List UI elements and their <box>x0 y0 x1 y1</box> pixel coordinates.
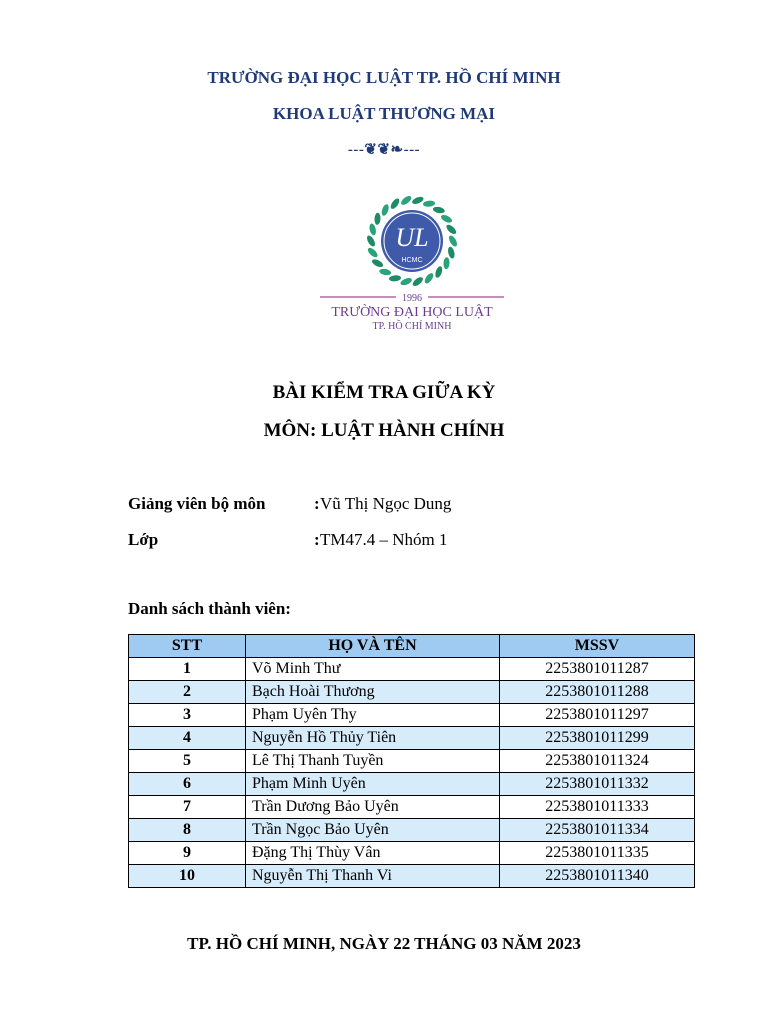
leaf-shape <box>380 203 390 216</box>
leaf-shape <box>371 258 384 269</box>
leaf-shape <box>423 272 435 285</box>
lecturer-value: Vũ Thị Ngọc Dung <box>320 494 452 513</box>
row-mssv: 2253801011324 <box>500 750 695 773</box>
leaf-shape <box>365 234 376 247</box>
table-row <box>129 658 695 681</box>
table-row <box>129 796 695 819</box>
row-mssv: 2253801011334 <box>500 819 695 842</box>
row-name: Trần Ngọc Bảo Uyên <box>246 819 500 842</box>
leaf-shape <box>389 197 401 210</box>
row-name: Nguyễn Hồ Thủy Tiên <box>246 727 500 750</box>
row-mssv: 2253801011287 <box>500 658 695 681</box>
leaf-shape <box>389 275 402 282</box>
table-row <box>129 704 695 727</box>
leaf-shape <box>443 257 450 269</box>
class-label: Lớp <box>128 530 159 549</box>
table-row <box>129 842 695 865</box>
row-stt: 6 <box>129 773 246 796</box>
class-value: TM47.4 – Nhóm 1 <box>320 530 448 549</box>
row-stt: 5 <box>129 750 246 773</box>
column-header-mssv: MSSV <box>500 635 695 658</box>
row-mssv: 2253801011332 <box>500 773 695 796</box>
row-mssv: 2253801011299 <box>500 727 695 750</box>
table-row <box>129 773 695 796</box>
row-name: Phạm Uyên Thy <box>246 704 500 727</box>
logo-name-line1: TRƯỜNG ĐẠI HỌC LUẬT <box>331 305 493 320</box>
row-stt: 7 <box>129 796 246 819</box>
leaf-shape <box>400 196 413 206</box>
member-list-heading: Danh sách thành viên: <box>128 599 291 618</box>
leaf-shape <box>366 246 379 259</box>
row-name: Phạm Minh Uyên <box>246 773 500 796</box>
row-name: Đặng Thị Thùy Vân <box>246 842 500 865</box>
subject-title: MÔN: LUẬT HÀNH CHÍNH <box>263 420 505 441</box>
place-date-line: TP. HỒ CHÍ MINH, NGÀY 22 THÁNG 03 NĂM 2023 <box>187 934 581 953</box>
logo-city: HCMC <box>401 257 423 264</box>
ornament-divider: ---❦❦❧--- <box>347 142 421 158</box>
row-stt: 10 <box>129 865 246 888</box>
column-header-stt: STT <box>129 635 246 658</box>
exam-title: BÀI KIỂM TRA GIỮA KỲ <box>272 382 496 403</box>
leaf-shape <box>379 268 392 276</box>
table-row <box>129 750 695 773</box>
leaf-shape <box>374 213 381 225</box>
table-row <box>129 727 695 750</box>
leaf-shape <box>432 206 445 214</box>
logo-name-line2: TP. HỒ CHÍ MINH <box>372 321 452 332</box>
column-header-name: HỌ VÀ TÊN <box>246 635 500 658</box>
row-stt: 2 <box>129 681 246 704</box>
row-name: Lê Thị Thanh Tuyền <box>246 750 500 773</box>
row-stt: 1 <box>129 658 246 681</box>
leaf-shape <box>400 277 413 287</box>
leaf-shape <box>434 265 444 278</box>
table-header-row <box>129 635 695 658</box>
leaf-shape <box>411 276 424 288</box>
lecturer-label: Giảng viên bộ môn <box>128 494 266 513</box>
table-row <box>129 819 695 842</box>
row-mssv: 2253801011335 <box>500 842 695 865</box>
leaf-shape <box>445 223 458 236</box>
row-stt: 4 <box>129 727 246 750</box>
row-stt: 8 <box>129 819 246 842</box>
faculty-name: KHOA LUẬT THƯƠNG MẠI <box>272 104 496 123</box>
row-name: Trần Dương Bảo Uyên <box>246 796 500 819</box>
leaf-shape <box>411 196 424 205</box>
leaf-shape <box>368 223 377 236</box>
leaf-shape <box>440 213 453 224</box>
lecturer-row <box>128 494 628 516</box>
table-row <box>129 681 695 704</box>
leaf-shape <box>447 234 458 247</box>
row-name: Bạch Hoài Thương <box>246 681 500 704</box>
row-name: Võ Minh Thư <box>246 658 500 681</box>
row-stt: 3 <box>129 704 246 727</box>
row-mssv: 2253801011333 <box>500 796 695 819</box>
class-colon: : <box>314 530 320 549</box>
university-name: TRƯỜNG ĐẠI HỌC LUẬT TP. HỒ CHÍ MINH <box>207 68 561 87</box>
table-row <box>129 865 695 888</box>
logo-monogram: UL <box>395 223 429 252</box>
university-logo <box>314 196 510 336</box>
leaf-shape <box>447 246 456 259</box>
row-mssv: 2253801011288 <box>500 681 695 704</box>
row-mssv: 2253801011340 <box>500 865 695 888</box>
class-row <box>128 530 628 552</box>
row-mssv: 2253801011297 <box>500 704 695 727</box>
lecturer-colon: : <box>314 494 320 513</box>
row-stt: 9 <box>129 842 246 865</box>
leaf-shape <box>423 200 436 207</box>
logo-year: 1996 <box>402 293 422 304</box>
row-name: Nguyễn Thị Thanh Vi <box>246 865 500 888</box>
member-table <box>128 634 695 888</box>
